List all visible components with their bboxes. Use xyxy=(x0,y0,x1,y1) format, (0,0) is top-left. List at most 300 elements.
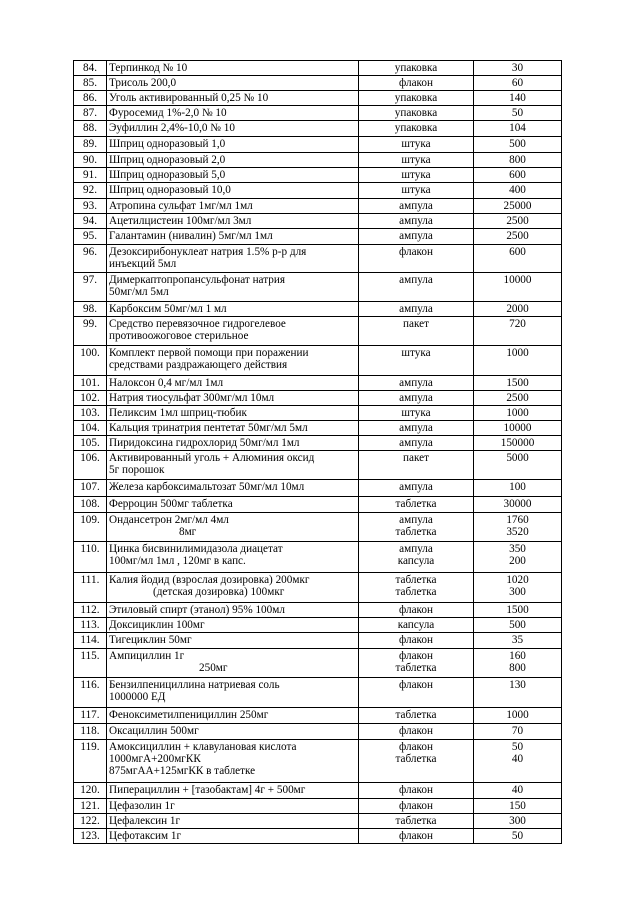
row-number: 97. xyxy=(74,273,107,302)
table-row xyxy=(74,603,562,618)
drug-name-line: 50мг/мл 5мл xyxy=(109,286,169,298)
table-row xyxy=(74,317,562,346)
unit-of-measure-line: флакон xyxy=(399,650,433,662)
drug-name-line: Цефалексин 1г xyxy=(109,815,181,827)
drug-name-line: Дезоксирибонуклеат натрия 1.5% р-р для xyxy=(109,246,307,258)
drug-name xyxy=(107,391,359,406)
unit-of-measure-line: штука xyxy=(401,154,431,166)
drug-name xyxy=(107,724,359,740)
drug-name-line: Доксициклин 100мг xyxy=(109,619,205,631)
row-number: 110. xyxy=(74,542,107,573)
drug-name-line: Эуфиллин 2,4%-10,0 № 10 xyxy=(109,122,235,134)
unit-of-measure xyxy=(359,317,474,346)
row-number: 106. xyxy=(74,451,107,480)
unit-of-measure xyxy=(359,603,474,618)
quantity-line: 400 xyxy=(509,184,526,196)
table-row xyxy=(74,91,562,106)
quantity xyxy=(474,229,562,245)
table-row xyxy=(74,513,562,542)
quantity-line: 70 xyxy=(511,725,524,737)
drug-name xyxy=(107,603,359,618)
drug-name-line: 875мгАА+125мгКК в таблетке xyxy=(109,765,256,777)
unit-of-measure xyxy=(359,633,474,649)
row-number: 103. xyxy=(74,406,107,421)
unit-of-measure-line: флакон xyxy=(399,634,433,646)
drug-name xyxy=(107,346,359,376)
row-number: 109. xyxy=(74,513,107,542)
drug-name-line: Этиловый спирт (этанол) 95% 100мл xyxy=(109,604,285,616)
quantity-line: 600 xyxy=(509,169,526,181)
unit-of-measure-line: ампула xyxy=(399,543,433,555)
quantity xyxy=(474,106,562,121)
row-number: 115. xyxy=(74,649,107,678)
unit-of-measure xyxy=(359,724,474,740)
table-row xyxy=(74,480,562,497)
table-row xyxy=(74,708,562,724)
row-number: 93. xyxy=(74,199,107,214)
unit-of-measure-line: флакон xyxy=(399,741,433,753)
row-number: 86. xyxy=(74,91,107,106)
quantity-line: 600 xyxy=(509,246,526,258)
unit-of-measure-line: упаковка xyxy=(394,92,438,104)
unit-of-measure xyxy=(359,406,474,421)
table-row xyxy=(74,814,562,829)
drug-name-line: Шприц одноразовый 2,0 xyxy=(109,154,226,166)
drug-name xyxy=(107,542,359,573)
unit-of-measure xyxy=(359,391,474,406)
drug-name xyxy=(107,513,359,542)
quantity xyxy=(474,783,562,799)
quantity-line: 150000 xyxy=(500,437,535,449)
drug-name-line: Железа карбоксимальтозат 50мг/мл 10мл xyxy=(109,481,305,493)
quantity xyxy=(474,302,562,317)
quantity-line: 2500 xyxy=(506,392,529,404)
row-number: 85. xyxy=(74,76,107,91)
drug-name xyxy=(107,406,359,421)
unit-of-measure xyxy=(359,513,474,542)
drug-name-line: 100мг/мл 1мл , 120мг в капс. xyxy=(109,555,246,567)
table-row xyxy=(74,783,562,799)
drug-name-line: Шприц одноразовый 5,0 xyxy=(109,169,226,181)
table-row xyxy=(74,724,562,740)
quantity xyxy=(474,76,562,91)
unit-of-measure xyxy=(359,302,474,317)
quantity xyxy=(474,708,562,724)
quantity-line: 50 xyxy=(511,741,524,753)
unit-of-measure-line: таблетка xyxy=(395,662,437,674)
unit-of-measure-line: флакон xyxy=(399,679,433,691)
drug-name-line: Цефазолин 1г xyxy=(109,800,175,812)
quantity-line: 2500 xyxy=(506,230,529,242)
unit-of-measure-line: ампула xyxy=(399,274,433,286)
unit-of-measure-line: капсула xyxy=(397,555,435,567)
drug-name-line: Галантамин (нивалин) 5мг/мл 1мл xyxy=(109,230,273,242)
quantity xyxy=(474,451,562,480)
drug-name xyxy=(107,421,359,436)
unit-of-measure xyxy=(359,346,474,376)
drug-name-line: Пеликсим 1мл шприц-тюбик xyxy=(109,407,247,419)
row-number: 105. xyxy=(74,436,107,451)
drug-name-line: противоожоговое стерильное xyxy=(109,330,249,342)
table-row xyxy=(74,376,562,391)
quantity xyxy=(474,497,562,513)
unit-of-measure xyxy=(359,573,474,603)
drug-name xyxy=(107,214,359,229)
drug-name-line: Карбоксим 50мг/мл 1 мл xyxy=(109,303,227,315)
unit-of-measure xyxy=(359,451,474,480)
table-row xyxy=(74,799,562,814)
table-row xyxy=(74,436,562,451)
unit-of-measure-line: штука xyxy=(401,347,431,359)
unit-of-measure-line: ампула xyxy=(399,230,433,242)
table-row xyxy=(74,214,562,229)
drug-name-line: Натрия тиосульфат 300мг/мл 10мл xyxy=(109,392,275,404)
unit-of-measure xyxy=(359,649,474,678)
quantity xyxy=(474,740,562,783)
row-number: 118. xyxy=(74,724,107,740)
quantity-line: 160 xyxy=(509,650,526,662)
drug-name xyxy=(107,106,359,121)
drug-name xyxy=(107,799,359,814)
quantity-line: 1000 xyxy=(506,347,529,359)
unit-of-measure-line: таблетка xyxy=(395,753,437,765)
drug-name-line: (детская дозировка) 100мкг xyxy=(153,586,285,598)
quantity xyxy=(474,603,562,618)
quantity xyxy=(474,829,562,844)
quantity xyxy=(474,406,562,421)
table-row xyxy=(74,137,562,153)
quantity-line: 3520 xyxy=(506,526,529,538)
quantity-line: 720 xyxy=(509,318,526,330)
drug-name-line: Налоксон 0,4 мг/мл 1мл xyxy=(109,377,224,389)
unit-of-measure-line: ампула xyxy=(399,215,433,227)
drug-name-line: Цинка бисвинилимидазола диацетат xyxy=(109,543,283,555)
unit-of-measure-line: таблетка xyxy=(395,574,437,586)
row-number: 120. xyxy=(74,783,107,799)
row-number: 84. xyxy=(74,61,107,76)
unit-of-measure-line: ампула xyxy=(399,392,433,404)
quantity xyxy=(474,513,562,542)
unit-of-measure-line: упаковка xyxy=(394,62,438,74)
table-row xyxy=(74,168,562,183)
quantity xyxy=(474,317,562,346)
unit-of-measure xyxy=(359,783,474,799)
drug-name-line: Атропина сульфат 1мг/мл 1мл xyxy=(109,200,253,212)
drug-name-line: Димеркаптопропансульфонат натрия xyxy=(109,274,285,286)
drug-name xyxy=(107,168,359,183)
table-row xyxy=(74,106,562,121)
unit-of-measure-line: штука xyxy=(401,184,431,196)
drug-name-line: Ферроцин 500мг таблетка xyxy=(109,498,233,510)
unit-of-measure-line: таблетка xyxy=(395,526,437,538)
quantity-line: 800 xyxy=(509,662,526,674)
drug-name-line: Терпинкод № 10 xyxy=(109,62,188,74)
quantity xyxy=(474,573,562,603)
row-number: 99. xyxy=(74,317,107,346)
quantity-line: 140 xyxy=(509,92,526,104)
unit-of-measure xyxy=(359,168,474,183)
table-row xyxy=(74,121,562,137)
unit-of-measure xyxy=(359,740,474,783)
quantity xyxy=(474,814,562,829)
drug-name xyxy=(107,783,359,799)
unit-of-measure-line: штука xyxy=(401,138,431,150)
unit-of-measure-line: пакет xyxy=(403,452,429,464)
unit-of-measure-line: ампула xyxy=(399,303,433,315)
table-row xyxy=(74,740,562,783)
table-row xyxy=(74,573,562,603)
quantity-line: 800 xyxy=(509,154,526,166)
row-number: 113. xyxy=(74,618,107,633)
quantity xyxy=(474,376,562,391)
drug-name xyxy=(107,229,359,245)
quantity-line: 40 xyxy=(511,753,524,765)
unit-of-measure-line: пакет xyxy=(403,318,429,330)
drug-name-line: Тигециклин 50мг xyxy=(109,634,192,646)
table-row xyxy=(74,829,562,844)
drug-name xyxy=(107,137,359,153)
unit-of-measure xyxy=(359,137,474,153)
drug-name xyxy=(107,633,359,649)
drug-name xyxy=(107,573,359,603)
unit-of-measure xyxy=(359,497,474,513)
quantity-line: 5000 xyxy=(506,452,529,464)
unit-of-measure-line: капсула xyxy=(397,619,435,631)
table-row xyxy=(74,391,562,406)
quantity-line: 130 xyxy=(509,679,526,691)
unit-of-measure xyxy=(359,106,474,121)
row-number: 102. xyxy=(74,391,107,406)
quantity-line: 35 xyxy=(511,634,524,646)
drug-name-line: Ондансетрон 2мг/мл 4мл xyxy=(109,514,229,526)
quantity xyxy=(474,121,562,137)
drug-name-line: 8мг xyxy=(179,526,197,538)
unit-of-measure xyxy=(359,199,474,214)
quantity xyxy=(474,61,562,76)
unit-of-measure-line: таблетка xyxy=(395,586,437,598)
quantity-line: 40 xyxy=(511,784,524,796)
drug-name-line: Калия йодид (взрослая дозировка) 200мкг xyxy=(109,574,310,586)
drug-name xyxy=(107,76,359,91)
table-row xyxy=(74,406,562,421)
row-number: 91. xyxy=(74,168,107,183)
unit-of-measure xyxy=(359,799,474,814)
row-number: 123. xyxy=(74,829,107,844)
unit-of-measure xyxy=(359,91,474,106)
drug-name-line: Цефотаксим 1г xyxy=(109,830,182,842)
drug-name-line: Кальция тринатрия пентетат 50мг/мл 5мл xyxy=(109,422,308,434)
unit-of-measure xyxy=(359,708,474,724)
table-row xyxy=(74,61,562,76)
quantity-line: 350 xyxy=(509,543,526,555)
unit-of-measure xyxy=(359,678,474,708)
quantity xyxy=(474,391,562,406)
drug-name xyxy=(107,649,359,678)
quantity xyxy=(474,618,562,633)
unit-of-measure xyxy=(359,542,474,573)
drug-name-line: Бензилпенициллина натриевая соль xyxy=(109,679,280,691)
row-number: 112. xyxy=(74,603,107,618)
unit-of-measure xyxy=(359,436,474,451)
drug-name-line: 1000мгА+200мгКК xyxy=(109,753,201,765)
quantity-line: 1500 xyxy=(506,377,529,389)
drug-name-line: 5г порошок xyxy=(109,464,165,476)
drug-name xyxy=(107,451,359,480)
unit-of-measure xyxy=(359,273,474,302)
quantity xyxy=(474,436,562,451)
quantity xyxy=(474,724,562,740)
row-number: 111. xyxy=(74,573,107,603)
drug-name xyxy=(107,317,359,346)
quantity-line: 500 xyxy=(509,619,526,631)
row-number: 119. xyxy=(74,740,107,783)
row-number: 122. xyxy=(74,814,107,829)
quantity xyxy=(474,480,562,497)
drug-name-line: Оксациллин 500мг xyxy=(109,725,199,737)
unit-of-measure-line: упаковка xyxy=(394,107,438,119)
drug-name xyxy=(107,121,359,137)
drug-name xyxy=(107,814,359,829)
quantity-line: 1760 xyxy=(506,514,529,526)
row-number: 98. xyxy=(74,302,107,317)
drug-name-line: Ампициллин 1г xyxy=(109,650,185,662)
drug-name-line: 250мг xyxy=(199,662,228,674)
row-number: 87. xyxy=(74,106,107,121)
table-row xyxy=(74,76,562,91)
unit-of-measure xyxy=(359,421,474,436)
unit-of-measure-line: штука xyxy=(401,407,431,419)
unit-of-measure-line: упаковка xyxy=(394,122,438,134)
unit-of-measure xyxy=(359,214,474,229)
drug-name-line: Активированный уголь + Алюминия оксид xyxy=(109,452,315,464)
drug-name xyxy=(107,678,359,708)
table-row xyxy=(74,451,562,480)
drug-name-line: 1000000 ЕД xyxy=(109,691,166,703)
quantity xyxy=(474,183,562,199)
quantity-line: 30 xyxy=(511,62,524,74)
quantity-line: 10000 xyxy=(503,422,532,434)
quantity-line: 1500 xyxy=(506,604,529,616)
table-row xyxy=(74,421,562,436)
unit-of-measure xyxy=(359,245,474,273)
drug-name xyxy=(107,199,359,214)
unit-of-measure-line: флакон xyxy=(399,800,433,812)
quantity-line: 30000 xyxy=(503,498,532,510)
quantity-line: 60 xyxy=(511,77,524,89)
row-number: 96. xyxy=(74,245,107,273)
quantity xyxy=(474,799,562,814)
unit-of-measure-line: флакон xyxy=(399,604,433,616)
quantity xyxy=(474,542,562,573)
quantity-line: 200 xyxy=(509,555,526,567)
drug-name xyxy=(107,618,359,633)
row-number: 92. xyxy=(74,183,107,199)
drug-name xyxy=(107,376,359,391)
quantity xyxy=(474,633,562,649)
drug-name xyxy=(107,245,359,273)
drug-name-line: Средство перевязочное гидрогелевое xyxy=(109,318,286,330)
quantity-line: 50 xyxy=(511,107,524,119)
quantity-line: 10000 xyxy=(503,274,532,286)
unit-of-measure xyxy=(359,61,474,76)
unit-of-measure-line: флакон xyxy=(399,246,433,258)
drug-name-line: Амоксициллин + клавулановая кислота xyxy=(109,741,297,753)
drug-name xyxy=(107,480,359,497)
table-row xyxy=(74,678,562,708)
drug-name-line: Пиперациллин + [тазобактам] 4г + 500мг xyxy=(109,784,306,796)
unit-of-measure xyxy=(359,376,474,391)
quantity xyxy=(474,649,562,678)
unit-of-measure-line: ампула xyxy=(399,422,433,434)
unit-of-measure-line: ампула xyxy=(399,200,433,212)
row-number: 88. xyxy=(74,121,107,137)
row-number: 121. xyxy=(74,799,107,814)
drug-name-line: Ацетилцистеин 100мг/мл 3мл xyxy=(109,215,252,227)
row-number: 94. xyxy=(74,214,107,229)
drug-name-line: Феноксиметилпенициллин 250мг xyxy=(109,709,269,721)
table-row xyxy=(74,497,562,513)
quantity-line: 150 xyxy=(509,800,526,812)
unit-of-measure xyxy=(359,618,474,633)
drug-name xyxy=(107,708,359,724)
table-row xyxy=(74,153,562,168)
quantity xyxy=(474,91,562,106)
quantity xyxy=(474,678,562,708)
unit-of-measure-line: ампула xyxy=(399,377,433,389)
unit-of-measure xyxy=(359,229,474,245)
quantity xyxy=(474,245,562,273)
drug-name-line: Пиридоксина гидрохлорид 50мг/мл 1мл xyxy=(109,437,300,449)
row-number: 108. xyxy=(74,497,107,513)
drug-name xyxy=(107,740,359,783)
unit-of-measure-line: флакон xyxy=(399,77,433,89)
row-number: 114. xyxy=(74,633,107,649)
quantity-line: 100 xyxy=(509,481,526,493)
quantity xyxy=(474,199,562,214)
quantity xyxy=(474,421,562,436)
drug-name xyxy=(107,436,359,451)
unit-of-measure-line: флакон xyxy=(399,725,433,737)
unit-of-measure xyxy=(359,76,474,91)
table-row xyxy=(74,245,562,273)
row-number: 107. xyxy=(74,480,107,497)
drug-name xyxy=(107,183,359,199)
drug-name-line: Фуросемид 1%-2,0 № 10 xyxy=(109,107,227,119)
drug-name xyxy=(107,497,359,513)
table-row xyxy=(74,273,562,302)
quantity-line: 50 xyxy=(511,830,524,842)
row-number: 100. xyxy=(74,346,107,376)
unit-of-measure-line: ампула xyxy=(399,514,433,526)
medication-table-body xyxy=(74,61,562,844)
drug-name xyxy=(107,302,359,317)
quantity-line: 2000 xyxy=(506,303,529,315)
row-number: 117. xyxy=(74,708,107,724)
unit-of-measure-line: таблетка xyxy=(395,498,437,510)
row-number: 116. xyxy=(74,678,107,708)
row-number: 101. xyxy=(74,376,107,391)
quantity-line: 1020 xyxy=(506,574,529,586)
unit-of-measure xyxy=(359,829,474,844)
quantity-line: 300 xyxy=(509,815,526,827)
unit-of-measure xyxy=(359,183,474,199)
drug-name-line: инъекций 5мл xyxy=(109,258,177,270)
table-row xyxy=(74,183,562,199)
drug-name-line: Шприц одноразовый 10,0 xyxy=(109,184,231,196)
unit-of-measure xyxy=(359,814,474,829)
unit-of-measure-line: флакон xyxy=(399,830,433,842)
drug-name xyxy=(107,61,359,76)
